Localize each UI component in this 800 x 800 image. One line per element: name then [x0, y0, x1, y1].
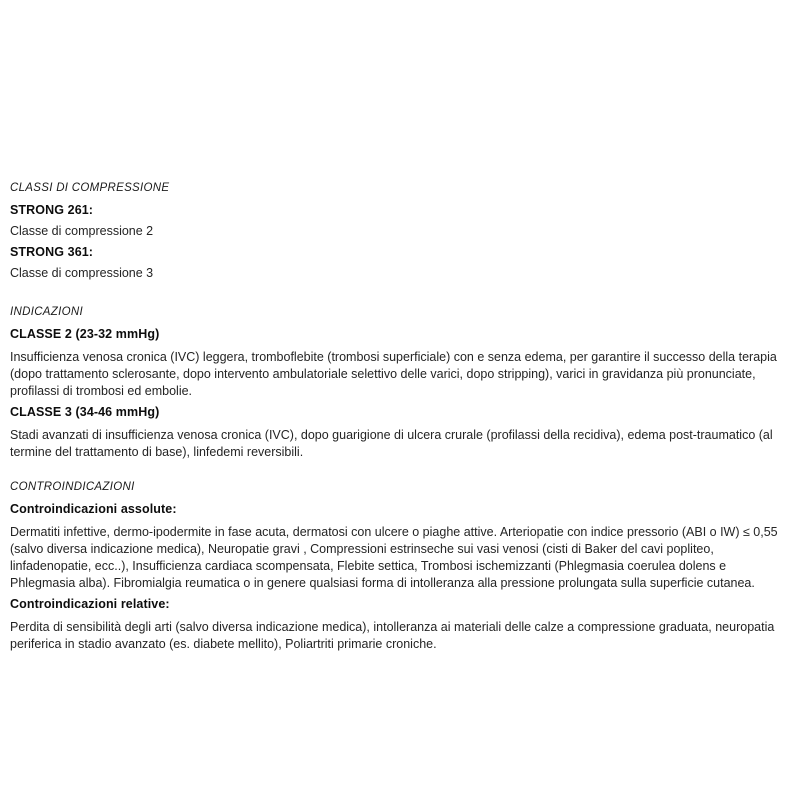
- classe-3-label: CLASSE 3 (34-46 mmHg): [10, 405, 160, 419]
- strong-361-value: Classe di compressione 3: [10, 266, 154, 280]
- section-controindicazioni: [10, 481, 790, 653]
- section-heading-classi-di-compressione: CLASSI DI COMPRESSIONE: [10, 182, 170, 194]
- strong-361-label: STRONG 361:: [10, 245, 94, 259]
- classe-2-description: Insufficienza venosa cronica (IVC) leggera, tromboflebite (trombosi superficiale) con e senza edema, per garantire il successo della terapia (dopo trattamento sclerosante, dopo intervento ambulatoriale selettivo delle varici, dopo stripping), varici in gravidanza più pronunciate, profilassi di trombosi ed embolie.: [10, 350, 777, 398]
- section-heading-indicazioni: INDICAZIONI: [10, 306, 83, 318]
- section-classi-di-compressione: [10, 182, 790, 280]
- classe-3-description: Stadi avanzati di insufficienza venosa cronica (IVC), dopo guarigione di ulcera crurale (profilassi della recidiva), edema post-traumatico (al termine del trattamento di base), linfedemi reversibili.: [10, 428, 773, 459]
- controindicazioni-assolute-label: Controindicazioni assolute:: [10, 502, 177, 516]
- classe-2-label: CLASSE 2 (23-32 mmHg): [10, 327, 160, 341]
- strong-261-label: STRONG 261:: [10, 203, 94, 217]
- controindicazioni-relative-label: Controindicazioni relative:: [10, 597, 170, 611]
- controindicazioni-assolute-description: Dermatiti infettive, dermo-ipodermite in fase acuta, dermatosi con ulcere o piaghe attive. Arteriopatie con indice pressorio (ABI o IW) ≤ 0,55 (salvo diversa indicazione medica), Neuropatie gravi , Compressioni estrinseche sui vasi venosi (cisti di Baker del cavi popliteo, linfadenopatie, ecc..), Insufficienza cardiaca scompensata, Flebite settica, Trombosi ischemizzanti (Phlegmasia coerulea dolens e Phlegmasia alba). Fibromialgia reumatica o in genere qualsiasi forma di intolleranza alla pressione prolungata sulla superficie cutanea.: [10, 525, 778, 590]
- section-heading-controindicazioni: CONTROINDICAZIONI: [10, 481, 135, 493]
- strong-261-value: Classe di compressione 2: [10, 224, 154, 238]
- section-indicazioni: [10, 306, 790, 461]
- controindicazioni-relative-description: Perdita di sensibilità degli arti (salvo diversa indicazione medica), intolleranza ai materiali delle calze a compressione graduata, neuropatia periferica in stadio avanzato (es. diabete mellito), Poliartriti primarie croniche.: [10, 620, 775, 651]
